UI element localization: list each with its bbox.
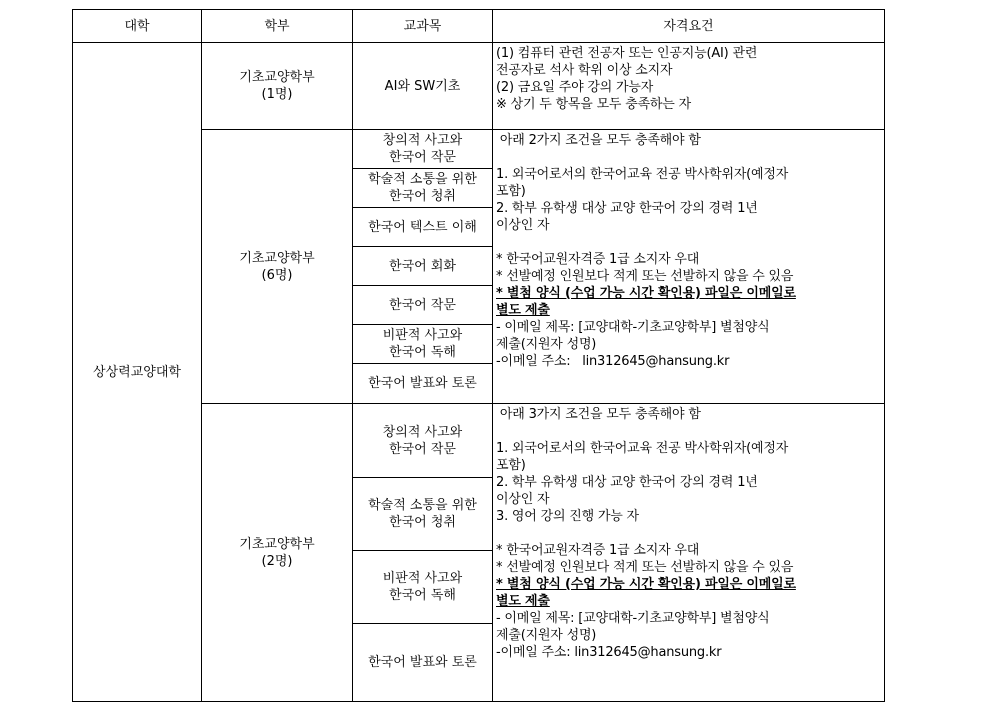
- req-line: * 선발예정 인원보다 적게 또는 선발하지 않을 수 있음: [496, 560, 794, 575]
- req-line: -이메일 주소: lin312645@hansung.kr: [496, 354, 730, 369]
- header-department: 학부: [202, 10, 353, 43]
- department-count: (6명): [261, 267, 293, 283]
- req-line: 3. 영어 강의 진행 가능 자: [496, 509, 639, 524]
- req-line: ※ 상기 두 항목을 모두 충족하는 자: [496, 97, 691, 112]
- course-name: 학술적 소통을 위한: [368, 498, 477, 513]
- req-line: (2) 금요일 주야 강의 가능자: [496, 80, 654, 95]
- req-line: 1. 외국어로서의 한국어교육 전공 박사학위자(예정자: [496, 441, 789, 456]
- course-cell: 한국어 발표와 토론: [353, 624, 493, 702]
- course-name: 한국어 독해: [389, 588, 456, 603]
- department-cell: [202, 130, 353, 404]
- req-line: 2. 학부 유학생 대상 교양 한국어 강의 경력 1년: [496, 475, 758, 490]
- req-line: [496, 525, 884, 542]
- course-name: 비판적 사고와: [382, 328, 463, 343]
- course-name: 한국어 청취: [389, 515, 456, 530]
- req-line: 제출(지원자 성명): [496, 337, 597, 352]
- req-line-bold: * 별첨 양식 (수업 가능 시간 확인용) 파일은 이메일로: [496, 577, 796, 592]
- course-name: 한국어 작문: [389, 150, 456, 165]
- course-cell: [353, 169, 493, 208]
- req-line: 전공자로 석사 학위 이상 소지자: [496, 63, 673, 78]
- req-line-bold: 별도 제출: [496, 303, 550, 318]
- req-line: -이메일 주소: lin312645@hansung.kr: [496, 645, 722, 660]
- course-cell: [353, 551, 493, 624]
- department-name: 기초교양학부: [239, 536, 315, 552]
- req-line: 포함): [496, 458, 526, 473]
- req-line-bold: 별도 제출: [496, 594, 550, 609]
- department-cell: [202, 43, 353, 130]
- req-line: [496, 423, 884, 440]
- course-name: 창의적 사고와: [382, 424, 463, 440]
- department-name: 기초교양학부: [239, 70, 315, 85]
- req-line: - 이메일 제목: [교양대학-기초교양학부] 별첨양식: [496, 320, 770, 335]
- department-name: 기초교양학부: [239, 250, 315, 266]
- req-line: [496, 234, 884, 251]
- course-cell: 한국어 회화: [353, 247, 493, 286]
- req-line: [496, 149, 884, 166]
- course-name: 비판적 사고와: [382, 571, 463, 586]
- department-count: (1명): [261, 87, 293, 102]
- department-cell: [202, 404, 353, 702]
- requirements-cell: [493, 130, 885, 404]
- header-requirements: 자격요건: [493, 10, 885, 43]
- req-line: (1) 컴퓨터 관련 전공자 또는 인공지능(AI) 관련: [496, 46, 758, 61]
- req-line: 포함): [496, 184, 526, 199]
- course-cell: [353, 325, 493, 364]
- req-line: 2. 학부 유학생 대상 교양 한국어 강의 경력 1년: [496, 201, 758, 216]
- qualification-table: [72, 9, 885, 702]
- requirements-cell: [493, 404, 885, 702]
- table-row: [73, 43, 885, 130]
- req-line: * 선발예정 인원보다 적게 또는 선발하지 않을 수 있음: [496, 269, 794, 284]
- course-cell: [353, 130, 493, 169]
- req-line: 제출(지원자 성명): [496, 628, 597, 643]
- course-name: 한국어 청취: [389, 189, 456, 204]
- req-line: * 한국어교원자격증 1급 소지자 우대: [496, 543, 700, 558]
- header-college: 대학: [73, 10, 202, 43]
- course-cell: 한국어 텍스트 이해: [353, 208, 493, 247]
- course-name: 한국어 독해: [389, 345, 456, 360]
- req-line: * 한국어교원자격증 1급 소지자 우대: [496, 252, 700, 267]
- course-cell: 한국어 작문: [353, 286, 493, 325]
- req-line: - 이메일 제목: [교양대학-기초교양학부] 별첨양식: [496, 611, 770, 626]
- course-cell: 한국어 발표와 토론: [353, 364, 493, 404]
- course-cell: AI와 SW기초: [353, 43, 493, 130]
- req-line: 이상인 자: [496, 218, 550, 233]
- department-count: (2명): [261, 553, 293, 569]
- course-name: 학술적 소통을 위한: [368, 172, 477, 187]
- header-row: [73, 10, 885, 43]
- course-name: 창의적 사고와: [382, 133, 463, 148]
- header-course: 교과목: [353, 10, 493, 43]
- course-name: 한국어 작문: [389, 441, 456, 457]
- req-line: 이상인 자: [496, 492, 550, 507]
- req-line-bold: * 별첨 양식 (수업 가능 시간 확인용) 파일은 이메일로: [496, 286, 796, 301]
- course-cell: [353, 478, 493, 551]
- college-cell: 상상력교양대학: [73, 43, 202, 702]
- requirements-cell: [493, 43, 885, 130]
- course-cell: [353, 404, 493, 478]
- req-line: 아래 3가지 조건을 모두 충족해야 함: [496, 407, 701, 422]
- req-line: 아래 2가지 조건을 모두 충족해야 함: [496, 133, 701, 148]
- req-line: 1. 외국어로서의 한국어교육 전공 박사학위자(예정자: [496, 167, 789, 182]
